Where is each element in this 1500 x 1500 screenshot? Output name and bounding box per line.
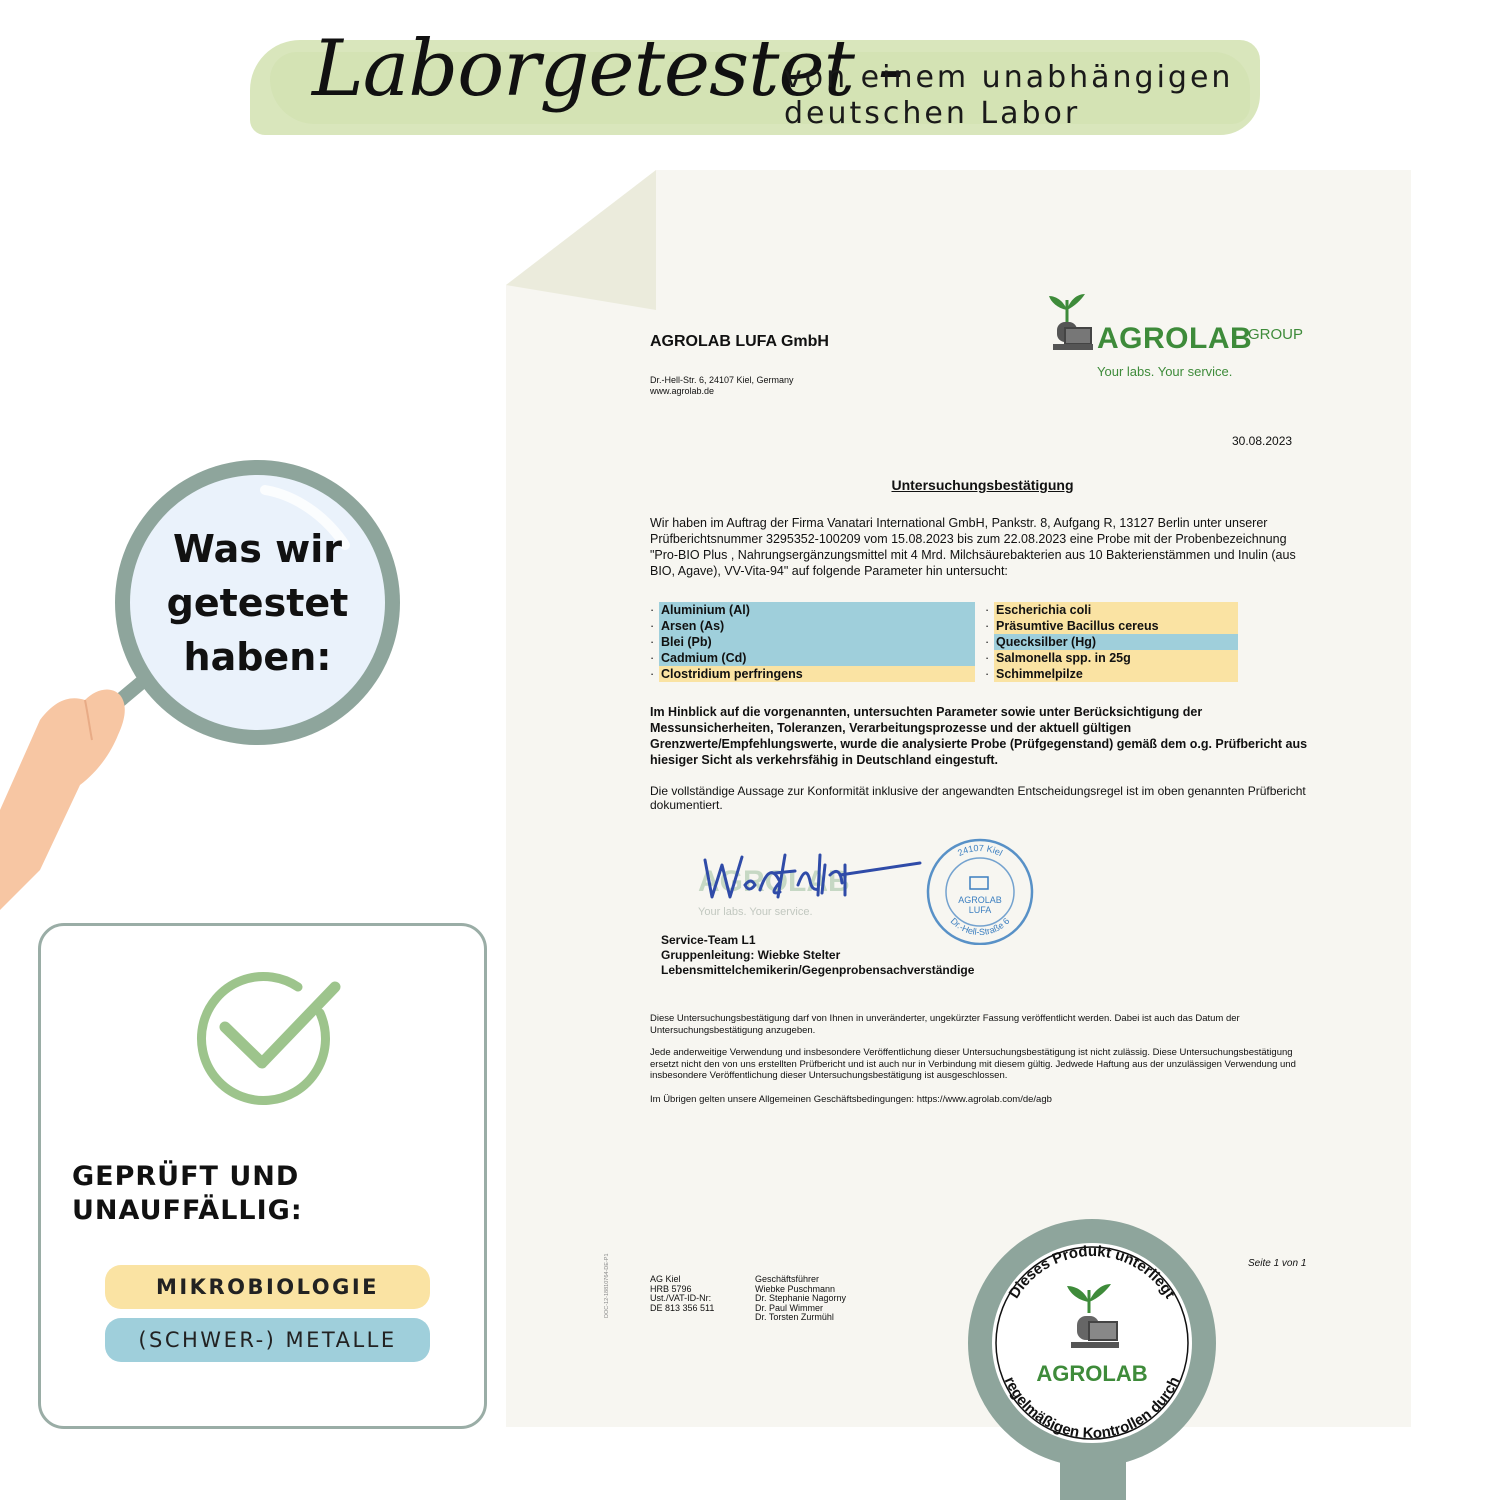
bullet: · bbox=[650, 602, 659, 618]
param-item bbox=[985, 650, 1238, 666]
magnifier-line1: Was wir bbox=[173, 527, 342, 571]
param-label: Salmonella spp. in 25g bbox=[994, 650, 1238, 666]
lab-stamp bbox=[920, 835, 1040, 945]
card-heading-line1: GEPRÜFT UND bbox=[72, 1161, 300, 1192]
doc-address-line1: Dr.-Hell-Str. 6, 24107 Kiel, Germany bbox=[650, 375, 794, 385]
header-script-title: Laborgetestet - bbox=[312, 24, 904, 114]
bullet: · bbox=[985, 618, 994, 634]
quality-seal bbox=[967, 1218, 1217, 1468]
check-circle-icon bbox=[180, 965, 345, 1110]
param-item bbox=[985, 666, 1238, 682]
agrolab-logo-tagline: Your labs. Your service. bbox=[1097, 364, 1233, 379]
doc-company-name: AGROLAB LUFA GmbH bbox=[650, 333, 829, 350]
footer-line: AG Kiel bbox=[650, 1274, 681, 1284]
doc-conformity-note: Die vollständige Aussage zur Konformität inklusive der angewandten Entscheidungsregel ist im oben genannten Prüfbericht dokumentiert. bbox=[650, 784, 1306, 812]
param-label: Schimmelpilze bbox=[994, 666, 1238, 682]
footer-line: HRB 5796 bbox=[650, 1283, 692, 1294]
pill-microbiology: MIKROBIOLOGIE bbox=[105, 1265, 430, 1309]
bullet: · bbox=[650, 650, 659, 666]
bullet: · bbox=[650, 666, 659, 682]
stamp-bottom-text: Dr.-Hell-Straße 6 bbox=[948, 915, 1012, 938]
param-item bbox=[650, 650, 975, 666]
header-subtitle bbox=[784, 60, 1233, 132]
stamp-center-line2: LUFA bbox=[968, 905, 992, 915]
param-item bbox=[985, 618, 1238, 634]
doc-date: 30.08.2023 bbox=[1232, 434, 1293, 448]
doc-note-terms: Im Übrigen gelten unsere Allgemeinen Geschäftsbedingungen: https://www.agrolab.com/de/agb bbox=[650, 1094, 1052, 1105]
stamp-center-line1: AGROLAB bbox=[958, 895, 1002, 905]
bullet: · bbox=[985, 666, 994, 682]
param-item bbox=[985, 602, 1238, 618]
signature-background-logo: AGROLAB bbox=[698, 865, 850, 898]
magnifier-line2: getestet bbox=[166, 581, 349, 625]
seal-text-bottom: regelmäßigen Kontrollen durch bbox=[1000, 1374, 1184, 1443]
header-subtitle-line1: von einem unabhängigen bbox=[784, 60, 1234, 95]
bullet: · bbox=[650, 618, 659, 634]
footer-line: DE 813 356 511 bbox=[650, 1302, 715, 1313]
param-label: Clostridium perfringens bbox=[659, 666, 975, 682]
param-label: Präsumtive Bacillus cereus bbox=[994, 618, 1238, 634]
pill-heavy-metals: (SCHWER-) METALLE bbox=[105, 1318, 430, 1362]
agrolab-logo-wordmark: AGROLAB bbox=[1097, 322, 1253, 355]
footer-line: Wiebke Puschmann bbox=[755, 1283, 836, 1294]
doc-footer-registry bbox=[650, 1275, 714, 1313]
header-subtitle-line2: deutschen Labor bbox=[784, 96, 1081, 131]
card-heading bbox=[72, 1160, 303, 1228]
doc-intro-text: Wir haben im Auftrag der Firma Vanatari International GmbH, Pankstr. 8, Aufgang R, 13127 Berlin unter unserer Prüfberichtsnummer 3295352-100209 vom 15.08.2023 bis zum 22.08.2023 eine Probe mit der Probenbezeichnung "Pro-BIO Plus , Nahrungsergänzungsmittel mit 4 Mrd. Milchsäurebakterien aus 10 Bakterienstämmen und Inulin (aus BIO, Agave), VV-Vita-94" auf folgende Parameter hin untersucht: bbox=[650, 516, 1296, 578]
doc-code bbox=[600, 1240, 612, 1320]
stamp-top-text: 24107 Kiel bbox=[956, 842, 1005, 859]
param-item bbox=[650, 618, 975, 634]
bullet: · bbox=[985, 634, 994, 650]
doc-code-text: DOC-12-18810764-DE-P1 bbox=[604, 1253, 610, 1318]
doc-address bbox=[650, 375, 794, 397]
doc-conclusion: Im Hinblick auf die vorgenannten, untersuchten Parameter sowie unter Berücksichtigung der Messunsicherheiten, Toleranzen, Verarbeitungsprozesse und der aktuell gültigen Grenzwerte/Empfehlungswerte, wurde die analysierte Probe (Prüfgegenstand) gemäß dem o.g. Prüfbericht aus hiesiger Sicht als verkehrsfähig in Deutschland eingestuft. bbox=[650, 705, 1308, 767]
doc-note-liability: Jede anderweitige Verwendung und insbesondere Veröffentlichung dieser Untersuchungsbestätigung ist nicht zulässig. Diese Untersuchungsbestätigung ersetzt nicht den von uns erstellten Prüfbericht und ist auch nur in Verbindung mit diesem gültig. Jedwede Haftung aus der unzulässigen Verwendung und insbesondere Veröffentlichung dieser Untersuchungsbestätigung ist ausgeschlossen. bbox=[650, 1047, 1296, 1081]
param-label: Aluminium (Al) bbox=[659, 602, 975, 618]
param-label: Cadmium (Cd) bbox=[659, 650, 975, 666]
signer-role: Lebensmittelchemikerin/Gegenprobensachverständige bbox=[661, 963, 975, 977]
footer-line: Dr. Stephanie Nagorny bbox=[755, 1293, 847, 1303]
param-item bbox=[650, 666, 975, 682]
bullet: · bbox=[985, 650, 994, 666]
seal-text-top: Dieses Produkt unterliegt bbox=[1005, 1242, 1179, 1302]
param-label: Blei (Pb) bbox=[659, 634, 975, 650]
param-item bbox=[985, 634, 1238, 650]
page-fold-icon bbox=[506, 170, 658, 310]
params-list-left bbox=[650, 602, 975, 682]
params-list-right bbox=[985, 602, 1238, 682]
param-label: Arsen (As) bbox=[659, 618, 975, 634]
doc-page-number: Seite 1 von 1 bbox=[1248, 1258, 1307, 1269]
card-heading-line2: UNAUFFÄLLIG: bbox=[72, 1195, 303, 1226]
signer-lead: Gruppenleitung: Wiebke Stelter bbox=[661, 948, 841, 962]
param-label: Quecksilber (Hg) bbox=[994, 634, 1238, 650]
magnifier-text bbox=[130, 522, 385, 684]
signature-background-tagline: Your labs. Your service. bbox=[698, 906, 813, 918]
param-label: Escherichia coli bbox=[994, 602, 1238, 618]
param-item bbox=[650, 634, 975, 650]
seal-brand: AGROLAB bbox=[1036, 1361, 1148, 1386]
param-item bbox=[650, 602, 975, 618]
agrolab-logo-icon bbox=[1045, 292, 1095, 354]
footer-line: Geschäftsführer bbox=[755, 1274, 820, 1284]
agrolab-logo-group: GROUP bbox=[1248, 326, 1304, 343]
bullet: · bbox=[985, 602, 994, 618]
footer-line: Ust./VAT-ID-Nr: bbox=[650, 1293, 712, 1303]
bullet: · bbox=[650, 634, 659, 650]
doc-address-line2: www.agrolab.de bbox=[650, 386, 715, 396]
doc-note-publication: Diese Untersuchungsbestätigung darf von Ihnen in unveränderter, ungekürzter Fassung veröffentlicht werden. Dabei ist auch das Datum der Untersuchungsbestätigung anzugeben. bbox=[650, 1013, 1240, 1036]
doc-footer-management bbox=[755, 1275, 846, 1323]
handwritten-signature-icon bbox=[650, 835, 940, 915]
signer-block bbox=[661, 933, 974, 978]
signer-team: Service-Team L1 bbox=[661, 933, 756, 947]
footer-line: Dr. Torsten Zurmühl bbox=[755, 1312, 834, 1322]
doc-title: Untersuchungsbestätigung bbox=[891, 477, 1074, 493]
footer-line: Dr. Paul Wimmer bbox=[755, 1302, 824, 1313]
magnifier-line3: haben: bbox=[183, 635, 332, 679]
